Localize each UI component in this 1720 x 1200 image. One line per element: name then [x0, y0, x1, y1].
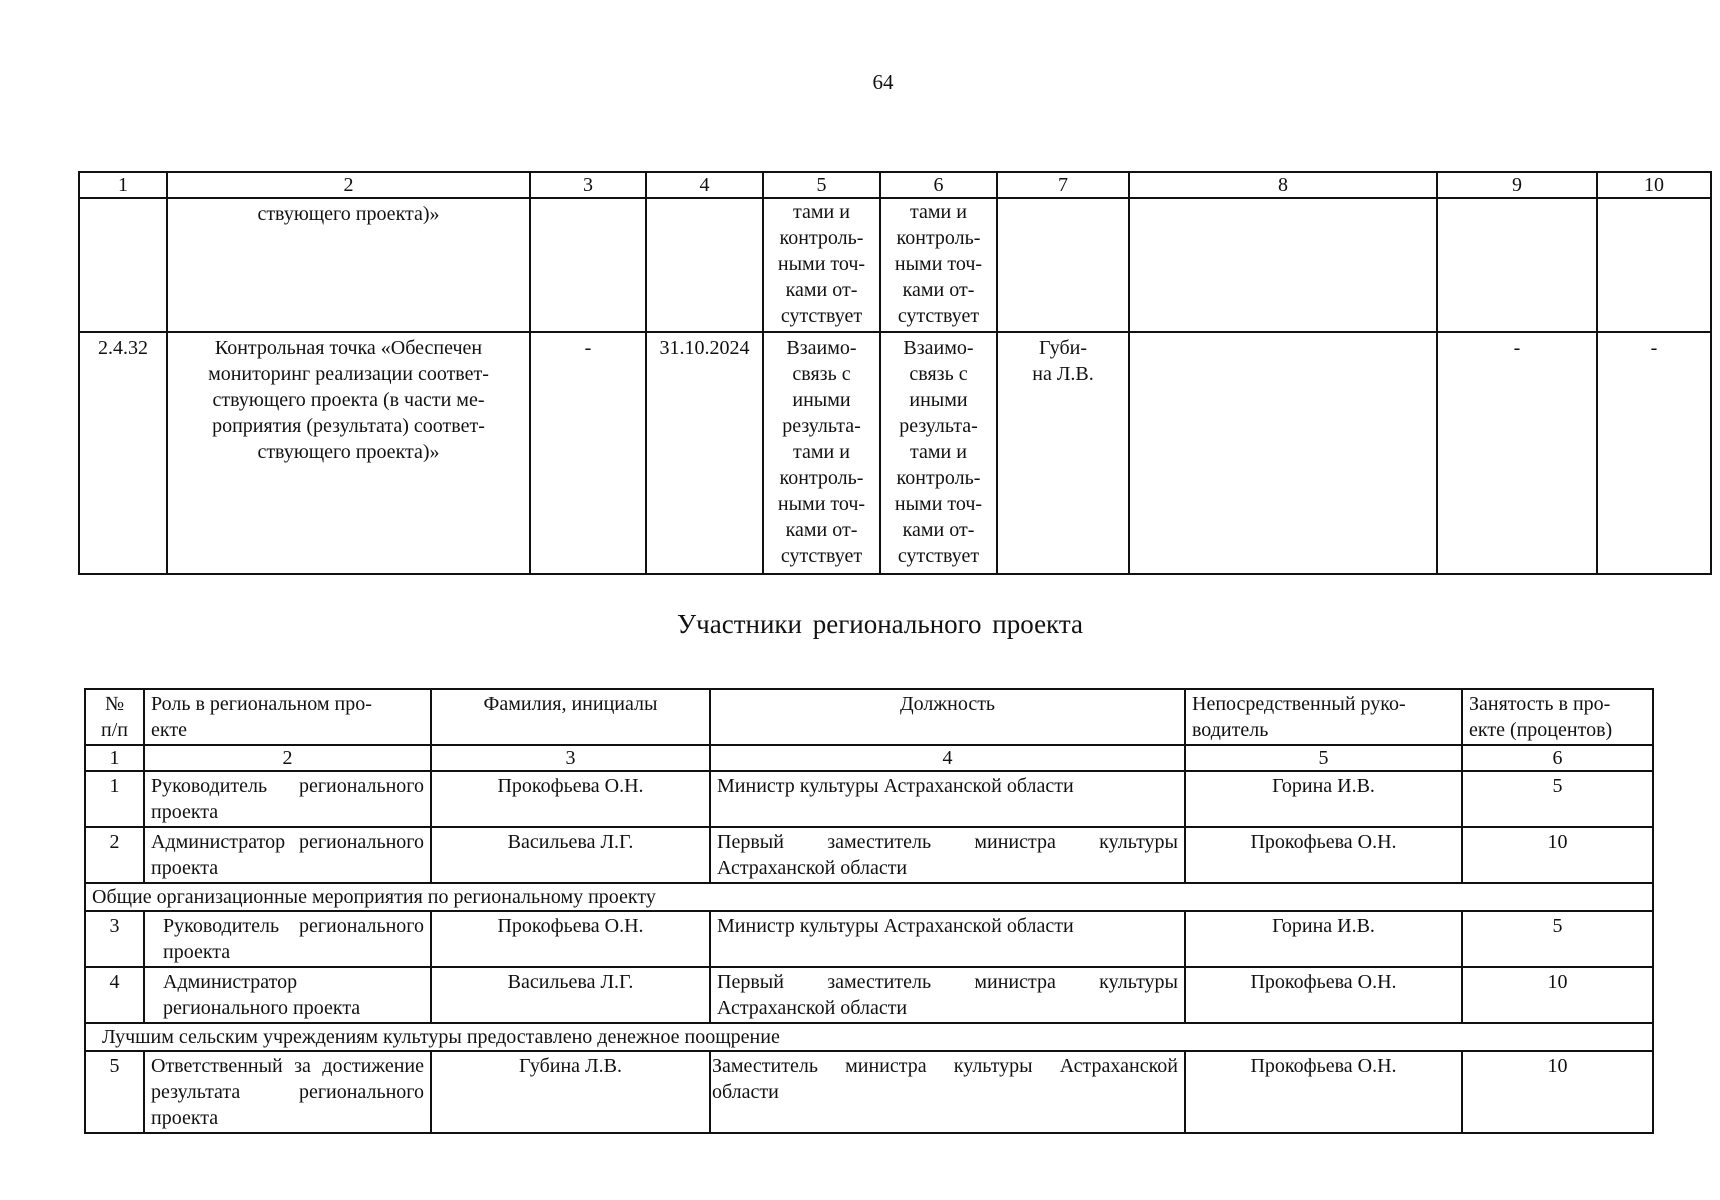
- row-role: Руководитель регионального проекта: [144, 911, 431, 967]
- cell-3: [530, 198, 646, 332]
- cell-8: [1129, 332, 1437, 574]
- section-title: Участники регионального проекта: [677, 609, 1083, 639]
- cell-9: -: [1437, 332, 1597, 574]
- column-number: 2: [167, 172, 530, 198]
- column-number: 5: [763, 172, 880, 198]
- header-role: Роль в региональном про- екте: [144, 689, 431, 745]
- column-number: 6: [880, 172, 997, 198]
- column-number: 8: [1129, 172, 1437, 198]
- row-position: Министр культуры Астраханской области: [710, 911, 1185, 967]
- page-number: 64: [872, 70, 894, 94]
- cell-10: -: [1597, 332, 1711, 574]
- cell-3: -: [530, 332, 646, 574]
- row-role: Администратор регионального проекта: [144, 827, 431, 883]
- column-number: 2: [144, 745, 431, 771]
- group-row: [85, 883, 1653, 911]
- column-number: 7: [997, 172, 1129, 198]
- header-position: Должность: [710, 689, 1185, 745]
- row-employment: 10: [1462, 827, 1653, 883]
- header-num: № п/п: [85, 689, 144, 745]
- column-number: 6: [1462, 745, 1653, 771]
- group-title: Лучшим сельским учреждениям культуры предоставлено денежное поощрение: [85, 1023, 1653, 1051]
- table-row-continuation: [79, 198, 1711, 332]
- row-position: Заместитель министра культуры Астраханской области: [710, 1051, 1185, 1133]
- schedule-table: [78, 171, 1712, 575]
- name-cell: ствующего проекта)»: [167, 198, 530, 332]
- cell-4: [646, 198, 763, 332]
- row-employment: 10: [1462, 1051, 1653, 1133]
- column-number: 3: [530, 172, 646, 198]
- row-employment: 5: [1462, 911, 1653, 967]
- column-number: 9: [1437, 172, 1597, 198]
- header-row: [85, 689, 1653, 745]
- row-num: 1: [85, 771, 144, 827]
- row-num: 2: [85, 827, 144, 883]
- row-position: Первый заместитель министра культуры Астраханской области: [710, 827, 1185, 883]
- responsible-cell: Губи- на Л.В.: [997, 332, 1129, 574]
- column-number: 4: [646, 172, 763, 198]
- table-row: [85, 911, 1653, 967]
- row-supervisor: Горина И.В.: [1185, 911, 1462, 967]
- header-name: Фамилия, инициалы: [431, 689, 710, 745]
- row-position: Министр культуры Астраханской области: [710, 771, 1185, 827]
- participants-table: [84, 688, 1654, 1134]
- row-name: Губина Л.В.: [431, 1051, 710, 1133]
- cell-10: [1597, 198, 1711, 332]
- row-employment: 5: [1462, 771, 1653, 827]
- row-name: Васильева Л.Г.: [431, 967, 710, 1023]
- number-cell: 2.4.32: [79, 332, 167, 574]
- row-num: 4: [85, 967, 144, 1023]
- row-role: Руководитель регионального проекта: [144, 771, 431, 827]
- cell-7: [997, 198, 1129, 332]
- row-employment: 10: [1462, 967, 1653, 1023]
- column-number: 1: [79, 172, 167, 198]
- header-employment: Занятость в про- екте (процентов): [1462, 689, 1653, 745]
- row-name: Прокофьева О.Н.: [431, 771, 710, 827]
- column-number: 3: [431, 745, 710, 771]
- table-row: [85, 967, 1653, 1023]
- relationship-cell: тами и контроль- ными точ- ками от- сутствует: [880, 198, 997, 332]
- table-row: [85, 771, 1653, 827]
- row-supervisor: Прокофьева О.Н.: [1185, 1051, 1462, 1133]
- cell-8: [1129, 198, 1437, 332]
- column-number: 5: [1185, 745, 1462, 771]
- column-number: 4: [710, 745, 1185, 771]
- row-num: 3: [85, 911, 144, 967]
- table-row: [85, 827, 1653, 883]
- group-title: Общие организационные мероприятия по региональному проекту: [85, 883, 1653, 911]
- column-number: 1: [85, 745, 144, 771]
- row-position: Первый заместитель министра культуры Астраханской области: [710, 967, 1185, 1023]
- relationship-cell: Взаимо- связь с иными результа- тами и контроль- ными точ- ками от- сутствует: [880, 332, 997, 574]
- column-number-row: [79, 172, 1711, 198]
- table-row-2-4-32: [79, 332, 1711, 574]
- cell-9: [1437, 198, 1597, 332]
- row-supervisor: Прокофьева О.Н.: [1185, 967, 1462, 1023]
- column-number: 10: [1597, 172, 1711, 198]
- number-cell: [79, 198, 167, 332]
- table-row: [85, 1051, 1653, 1133]
- group-row: [85, 1023, 1653, 1051]
- row-num: 5: [85, 1051, 144, 1133]
- relationship-cell: Взаимо- связь с иными результа- тами и контроль- ными точ- ками от- сутствует: [763, 332, 880, 574]
- header-supervisor: Непосредственный руко- водитель: [1185, 689, 1462, 745]
- row-role: Ответственный за достижение результата регионального проекта: [144, 1051, 431, 1133]
- row-name: Прокофьева О.Н.: [431, 911, 710, 967]
- relationship-cell: тами и контроль- ными точ- ками от- сутствует: [763, 198, 880, 332]
- name-cell: Контрольная точка «Обеспечен мониторинг реализации соответ- ствующего проекта (в части ме- роприятия (результата) соответ- ствующего проекта)»: [167, 332, 530, 574]
- date-cell: 31.10.2024: [646, 332, 763, 574]
- row-name: Васильева Л.Г.: [431, 827, 710, 883]
- row-role: Администратор регионального проекта: [144, 967, 431, 1023]
- column-number-row: [85, 745, 1653, 771]
- row-supervisor: Прокофьева О.Н.: [1185, 827, 1462, 883]
- row-supervisor: Горина И.В.: [1185, 771, 1462, 827]
